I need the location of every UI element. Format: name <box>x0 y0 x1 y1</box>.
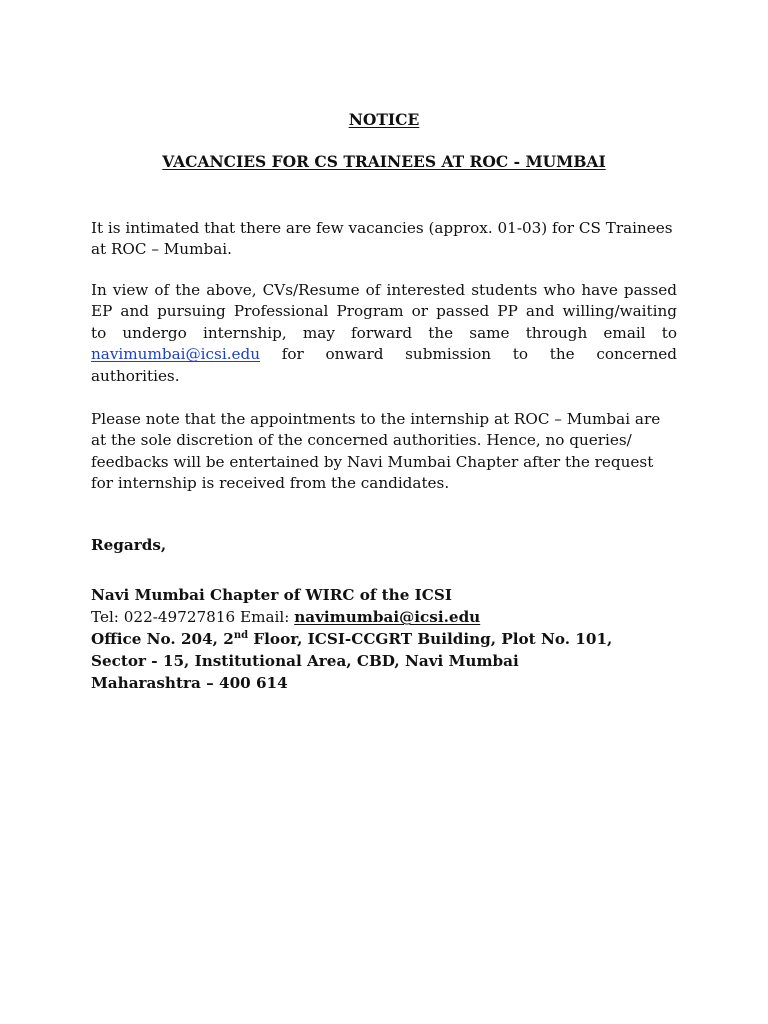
paragraph-line-with-email <box>91 344 677 365</box>
paragraph-line: Please note that the appointments to the internship at ROC – Mumbai are <box>91 410 661 428</box>
office-address <box>91 628 612 650</box>
paragraph-line: EP and pursuing Professional Program or passed PP and willing/waiting <box>91 302 677 321</box>
notice-title: NOTICE <box>348 110 420 129</box>
contact-line <box>91 606 612 628</box>
ordinal-suffix: nd <box>233 630 249 641</box>
state-address: Maharashtra – 400 614 <box>91 674 288 692</box>
signature-block <box>91 584 612 694</box>
instructions-paragraph <box>91 280 677 387</box>
paragraph-line: In view of the above, CVs/Resume of interested students who have passed <box>91 281 677 299</box>
paragraph-line: feedbacks will be entertained by Navi Mumbai Chapter after the request <box>91 452 654 471</box>
signature-email[interactable]: navimumbai@icsi.edu <box>294 608 481 626</box>
intimation-paragraph <box>91 218 677 261</box>
vacancies-heading: VACANCIES FOR CS TRAINEES AT ROC - MUMBAI <box>162 152 606 171</box>
disclaimer-paragraph <box>91 409 677 495</box>
office-text-post: Floor, ICSI-CCGRT Building, Plot No. 101, <box>248 630 613 648</box>
paragraph-line: at ROC – Mumbai. <box>91 240 232 259</box>
paragraph-line: It is intimated that there are few vacancies (approx. 01-03) for CS Trainees <box>91 219 673 237</box>
paragraph-line: at the sole discretion of the concerned authorities. Hence, no queries/ <box>91 431 632 450</box>
sector-address: Sector - 15, Institutional Area, CBD, Navi Mumbai <box>91 652 519 670</box>
paragraph-line: for internship is received from the candidates. <box>91 474 450 493</box>
email-link[interactable]: navimumbai@icsi.edu <box>91 345 261 364</box>
office-text-pre: Office No. 204, 2 <box>91 630 234 648</box>
tel-text: Tel: 022-49727816 Email: <box>91 608 295 626</box>
regards-text: Regards, <box>91 536 167 554</box>
paragraph-line: to undergo internship, may forward the same through email to <box>91 323 677 342</box>
paragraph-line: authorities. <box>91 366 180 385</box>
organization-name: Navi Mumbai Chapter of WIRC of the ICSI <box>91 586 452 604</box>
paragraph-line-text: for onward submission to the concerned <box>281 345 677 364</box>
